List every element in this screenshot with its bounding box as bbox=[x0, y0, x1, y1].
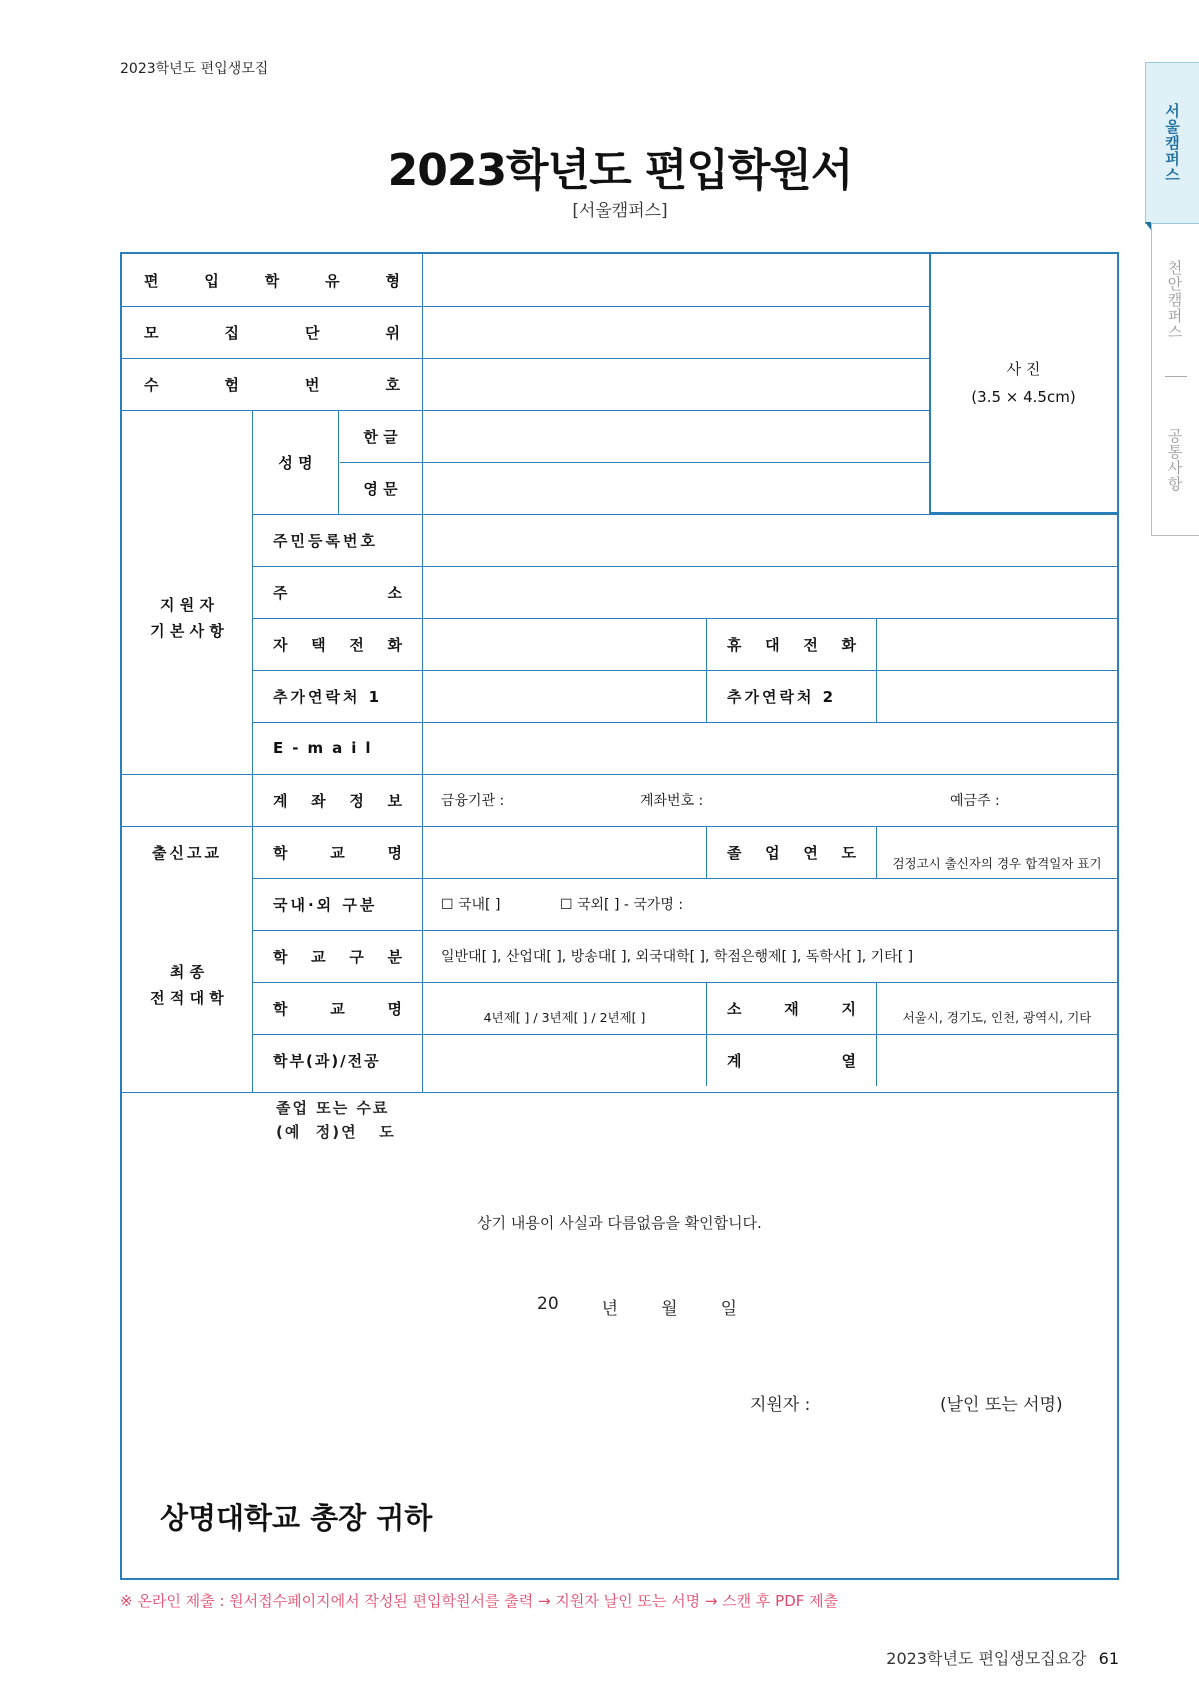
photo-label: 사 진 bbox=[1006, 360, 1041, 378]
label-univ-name: 학 교 명 bbox=[273, 999, 402, 1018]
grad-row-group bbox=[122, 1090, 252, 1152]
date-line bbox=[537, 1294, 737, 1319]
label-account: 계 좌 정 보 bbox=[273, 791, 402, 810]
holder-label: 예금주 : bbox=[950, 793, 1000, 809]
label-email: E-mail bbox=[273, 739, 380, 757]
foreign-option[interactable]: ☐ 국외[ ] - 국가명 : bbox=[560, 897, 684, 913]
page-number: 61 bbox=[1098, 1649, 1119, 1668]
label-exam-no: 수 험 번 호 bbox=[144, 375, 400, 394]
date-year: 년 bbox=[601, 1299, 619, 1319]
email-field[interactable] bbox=[423, 722, 1117, 774]
tab-cheonan-campus[interactable] bbox=[1151, 240, 1199, 360]
label-unit: 모 집 단 위 bbox=[144, 323, 400, 342]
school-type-options[interactable]: 일반대[ ], 산업대[ ], 방송대[ ], 외국대학[ ], 학점은행제[ ], 독학사[ ], 기타[ ] bbox=[441, 949, 914, 965]
date-day: 일 bbox=[720, 1299, 737, 1319]
label-location: 소 재 지 bbox=[727, 999, 856, 1018]
label-domestic: 국내·외 구분 bbox=[273, 895, 378, 914]
label-contact2: 추가연락처 2 bbox=[727, 687, 837, 706]
applicant-group-line1: 지 원 자 bbox=[160, 596, 214, 614]
side-tab-divider bbox=[1165, 376, 1187, 377]
applicant-label: 지원자 : bbox=[750, 1395, 811, 1415]
bank-label: 금융기관 : bbox=[441, 793, 505, 809]
label-school-name: 학 교 명 bbox=[273, 843, 402, 862]
addressee: 상명대학교 총장 귀하 bbox=[160, 1501, 433, 1535]
transfer-type-field[interactable] bbox=[423, 254, 929, 306]
school-name-field[interactable] bbox=[423, 826, 706, 878]
tab-common-info[interactable] bbox=[1151, 410, 1199, 510]
label-grad-completion bbox=[254, 1096, 420, 1144]
account-no-label: 계좌번호 : bbox=[640, 793, 704, 809]
final-group-line1: 최 종 bbox=[169, 963, 205, 981]
label-major: 학부(과)/전공 bbox=[273, 1051, 381, 1070]
page-footer bbox=[886, 1646, 1119, 1669]
tab-cheonan-label: 천안캠퍼스 bbox=[1165, 260, 1184, 340]
label-rrn: 주민등록번호 bbox=[273, 531, 378, 550]
label-name-eng: 영 문 bbox=[363, 479, 398, 498]
label-mobile: 휴 대 전 화 bbox=[727, 635, 856, 654]
label-address: 주 소 bbox=[273, 583, 402, 602]
date-year-prefix: 20 bbox=[537, 1294, 559, 1314]
page-title: 2023학년도 편입학원서 bbox=[387, 145, 853, 196]
exam-no-field[interactable] bbox=[423, 358, 929, 410]
tab-seoul-campus[interactable] bbox=[1145, 62, 1199, 224]
photo-box bbox=[930, 254, 1117, 512]
domestic-option[interactable]: ☐ 국내[ ] bbox=[441, 897, 501, 913]
photo-size: (3.5 × 4.5cm) bbox=[971, 388, 1076, 406]
label-school-type: 학 교 구 분 bbox=[273, 947, 402, 966]
final-group-line2: 전 적 대 학 bbox=[150, 989, 224, 1007]
label-home-phone: 자 택 전 화 bbox=[273, 635, 402, 654]
grad-completion-line2: (예 정)연 도 bbox=[276, 1123, 396, 1141]
label-grad-year: 졸 업 연 도 bbox=[727, 843, 856, 862]
tab-common-label: 공통사항 bbox=[1165, 428, 1184, 492]
label-field: 계 열 bbox=[727, 1051, 856, 1070]
name-kor-field[interactable] bbox=[423, 410, 929, 462]
contact1-field[interactable] bbox=[423, 670, 706, 722]
date-month: 월 bbox=[661, 1299, 678, 1319]
tab-seoul-label: 서울캠퍼스 bbox=[1163, 103, 1181, 183]
label-transfer-type: 편 입 학 유 형 bbox=[144, 271, 400, 290]
submission-note: ※ 온라인 제출 : 원서접수페이지에서 작성된 편입학원서를 출력 → 지원자 날인 또는 서명 → 스캔 후 PDF 제출 bbox=[120, 1592, 839, 1610]
major-field[interactable] bbox=[423, 1034, 706, 1086]
grad-completion-field[interactable] bbox=[423, 1090, 1117, 1152]
label-name-kor: 한 글 bbox=[363, 427, 398, 446]
label-highschool: 출신고교 bbox=[152, 843, 222, 862]
page-subtitle: [서울캠퍼스] bbox=[572, 201, 668, 221]
contact2-field[interactable] bbox=[877, 670, 1117, 722]
label-contact1: 추가연락처 1 bbox=[273, 687, 383, 706]
running-header: 2023학년도 편입생모집 bbox=[120, 61, 269, 77]
location-options[interactable]: 서울시, 경기도, 인천, 광역시, 기타 bbox=[902, 1010, 1092, 1025]
mobile-field[interactable] bbox=[877, 618, 1117, 670]
address-field[interactable] bbox=[423, 566, 1117, 618]
application-form bbox=[120, 252, 1119, 1580]
grad-note: 검정고시 출신자의 경우 합격일자 표기 bbox=[892, 856, 1102, 871]
final-group-label bbox=[122, 878, 252, 1092]
grad-row bbox=[120, 1090, 1119, 1154]
unit-field[interactable] bbox=[423, 306, 929, 358]
home-phone-field[interactable] bbox=[423, 618, 706, 670]
applicant-group-line2: 기 본 사 항 bbox=[150, 622, 224, 640]
confirm-statement: 상기 내용이 사실과 다름없음을 확인합니다. bbox=[477, 1214, 762, 1232]
field-field[interactable] bbox=[877, 1034, 1117, 1086]
seal-label: (날인 또는 서명) bbox=[940, 1395, 1063, 1415]
name-eng-field[interactable] bbox=[423, 462, 929, 514]
univ-years-options[interactable]: 4년제[ ] / 3년제[ ] / 2년제[ ] bbox=[483, 1010, 646, 1025]
label-name: 성 명 bbox=[278, 453, 313, 472]
footer-text: 2023학년도 편입생모집요강 bbox=[886, 1649, 1087, 1668]
applicant-group-label bbox=[122, 410, 252, 826]
rrn-field[interactable] bbox=[423, 514, 1117, 566]
grad-completion-line1: 졸업 또는 수료 bbox=[276, 1099, 390, 1117]
